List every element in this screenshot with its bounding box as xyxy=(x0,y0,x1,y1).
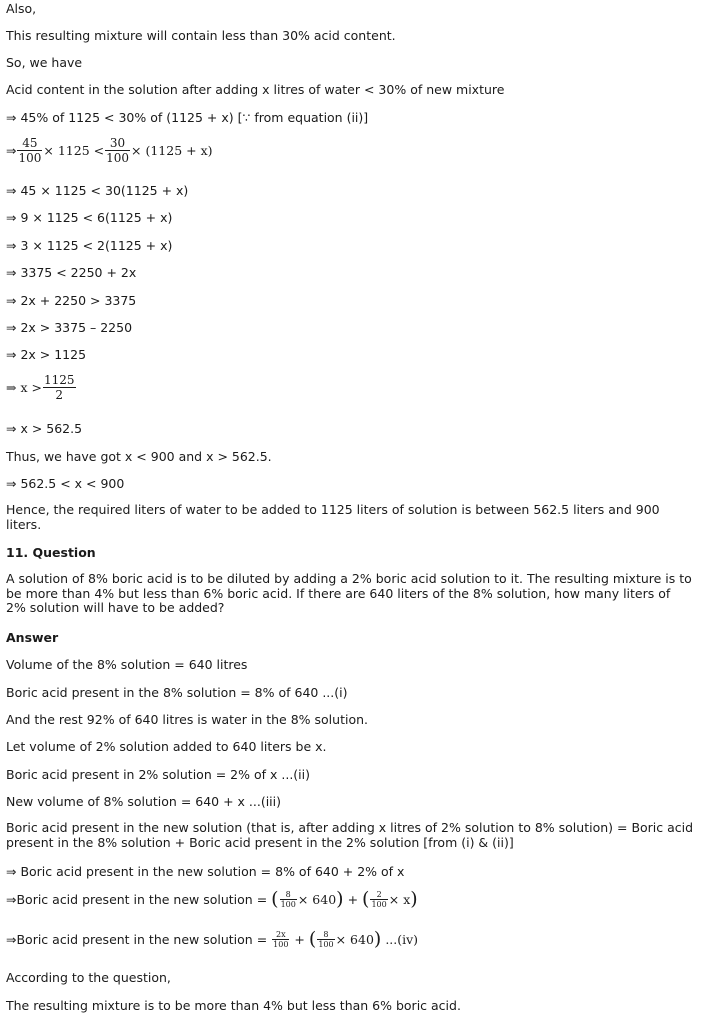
fraction-denominator: 100 xyxy=(18,151,42,165)
text-line: Volume of the 8% solution = 640 litres xyxy=(6,657,248,672)
fraction-equation xyxy=(6,930,696,949)
fraction-denominator: 100 xyxy=(280,900,296,909)
fraction xyxy=(272,930,289,949)
text-line: The resulting mixture is to be more than 4% but less than 6% boric acid. xyxy=(6,998,461,1013)
equation-term: × 640 xyxy=(335,932,374,947)
text-line: Boric acid present in 2% solution = 2% of x ...(ii) xyxy=(6,767,310,782)
equation-line: ⇒ 3375 < 2250 + 2x xyxy=(6,265,137,280)
text-line: New volume of 8% solution = 640 + x ...(iii) xyxy=(6,794,282,809)
right-paren: ) xyxy=(373,928,382,950)
fraction-denominator: 100 xyxy=(273,940,289,949)
fraction xyxy=(280,890,297,909)
equation-line: ⇒ 45% of 1125 < 30% of (1125 + x) [∵ from equation (ii)] xyxy=(6,110,369,125)
fraction xyxy=(43,373,76,402)
fraction-numerator: 45 xyxy=(17,136,42,151)
fraction-numerator: 2 xyxy=(370,890,387,900)
answer-heading: Answer xyxy=(6,630,59,645)
text-paragraph: Hence, the required liters of water to be added to 1125 liters of solution is between 562.5 liters and 900 liters. xyxy=(6,502,660,532)
fraction xyxy=(17,136,42,165)
right-paren: ) xyxy=(410,888,418,910)
equation-term: × x xyxy=(388,892,411,907)
implies-symbol: ⇒ xyxy=(6,143,17,158)
fraction-denominator: 100 xyxy=(318,940,334,949)
text-line: This resulting mixture will contain less than 30% acid content. xyxy=(6,28,396,43)
fraction-equation xyxy=(6,136,696,165)
plus-symbol: + xyxy=(347,892,359,907)
right-paren: ) xyxy=(336,888,344,910)
fraction xyxy=(105,136,130,165)
text-line: Thus, we have got x < 900 and x > 562.5. xyxy=(6,449,272,464)
fraction xyxy=(317,930,334,949)
text-line: Acid content in the solution after adding x litres of water < 30% of new mixture xyxy=(6,82,505,97)
text-line: Let volume of 2% solution added to 640 liters be x. xyxy=(6,739,327,754)
fraction-numerator: 1125 xyxy=(43,373,75,387)
fraction-equation xyxy=(6,890,696,909)
fraction-numerator: 8 xyxy=(317,930,334,940)
fraction-numerator: 2x xyxy=(272,930,289,940)
equation-term: ⇒Boric acid present in the new solution = xyxy=(6,932,268,947)
equation-line: ⇒ Boric acid present in the new solution = 8% of 640 + 2% of x xyxy=(6,864,405,879)
equation-line: ⇒ 2x > 3375 – 2250 xyxy=(6,320,133,335)
equation-term: × (1125 + x) xyxy=(131,143,213,158)
equation-line: ⇒ 9 × 1125 < 6(1125 + x) xyxy=(6,210,173,225)
equation-line: ⇒ x > 562.5 xyxy=(6,421,83,436)
text-line: And the rest 92% of 640 litres is water in the 8% solution. xyxy=(6,712,368,727)
fraction-denominator: 100 xyxy=(106,151,130,165)
equation-term: ⇒Boric acid present in the new solution = xyxy=(6,892,268,907)
equation-line: ⇒ 45 × 1125 < 30(1125 + x) xyxy=(6,183,189,198)
equation-line: ⇒ 3 × 1125 < 2(1125 + x) xyxy=(6,238,173,253)
left-paren: ( xyxy=(308,928,317,950)
fraction-numerator: 30 xyxy=(105,136,130,151)
equation-label: ...(iv) xyxy=(385,932,419,947)
text-line: According to the question, xyxy=(6,970,171,985)
equation-term: ⇒ x > xyxy=(6,380,42,395)
question-text: A solution of 8% boric acid is to be diluted by adding a 2% boric acid solution to it. The resulting mixture is to be more than 4% but less than 6% boric acid. If there are 640 liters of the 8% solution, how many liters of 2% solution will have to be added? xyxy=(6,571,692,615)
left-paren: ( xyxy=(362,888,370,910)
equation-term: × 1125 < xyxy=(43,143,105,158)
fraction-numerator: 8 xyxy=(280,890,297,900)
fraction xyxy=(370,890,387,909)
text-line: Boric acid present in the 8% solution = 8% of 640 ...(i) xyxy=(6,685,348,700)
fraction-denominator: 2 xyxy=(55,388,64,402)
text-paragraph: Boric acid present in the new solution (that is, after adding x litres of 2% solution to 8% solution) = Boric acid present in the 8% solution + Boric acid present in the 2% solution [from (i) & (ii)] xyxy=(6,820,694,850)
fraction-equation xyxy=(6,373,696,402)
question-heading: 11. Question xyxy=(6,545,96,560)
equation-term: × 640 xyxy=(297,892,337,907)
equation-line: ⇒ 562.5 < x < 900 xyxy=(6,476,125,491)
equation-line: ⇒ 2x + 2250 > 3375 xyxy=(6,293,137,308)
text-line: Also, xyxy=(6,1,37,16)
fraction-denominator: 100 xyxy=(371,900,387,909)
equation-line: ⇒ 2x > 1125 xyxy=(6,347,87,362)
text-line: So, we have xyxy=(6,55,83,70)
plus-symbol: + xyxy=(294,932,305,947)
left-paren: ( xyxy=(271,888,279,910)
